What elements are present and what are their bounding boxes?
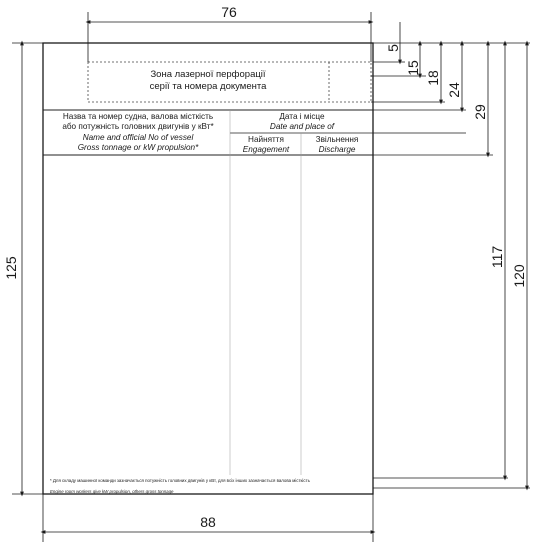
dim-right-5-label: 5 — [385, 44, 401, 52]
footnote-en: Engine room workers give kW propulsion, others gross tonnage — [50, 489, 174, 494]
vessel-header-en-line2: Gross tonnage or kW propulsion* — [77, 143, 199, 152]
engagement-header-en: Engagement — [242, 145, 290, 154]
date-place-header-en: Date and place of — [269, 122, 335, 131]
discharge-header-uk: Звільнення — [315, 135, 359, 144]
dim-right-117-label: 117 — [489, 245, 505, 269]
vessel-header-uk-line1: Назва та номер судна, валова місткість — [62, 112, 214, 121]
dim-top-76-label: 76 — [221, 4, 237, 20]
perforation-zone-line1: Зона лазерної перфорації — [150, 69, 266, 80]
dim-right-18-label: 18 — [425, 70, 441, 86]
dim-bottom-88-label: 88 — [200, 514, 216, 530]
dim-right-120-label: 120 — [511, 264, 527, 288]
date-place-header-uk: Дата і місце — [279, 112, 325, 121]
page-border — [43, 43, 373, 494]
vessel-header-en-line1: Name and official No of vessel — [82, 133, 194, 142]
dim-right-24-label: 24 — [446, 82, 462, 98]
discharge-header-en: Discharge — [318, 145, 356, 154]
footnote-uk: * Для складу машинної команди зазначається потужність головних двигунів у кВт, для всіх інших зазначається валова місткість — [50, 478, 310, 483]
engagement-header-uk: Найняття — [248, 135, 284, 144]
dim-right-15-label: 15 — [405, 60, 421, 76]
perforation-zone-line2: серії та номера документа — [149, 81, 267, 92]
vessel-header-uk-line2: або потужність головних двигунів у кВт* — [62, 122, 214, 131]
dim-right-29-label: 29 — [472, 104, 488, 120]
dim-left-125-label: 125 — [3, 256, 19, 280]
